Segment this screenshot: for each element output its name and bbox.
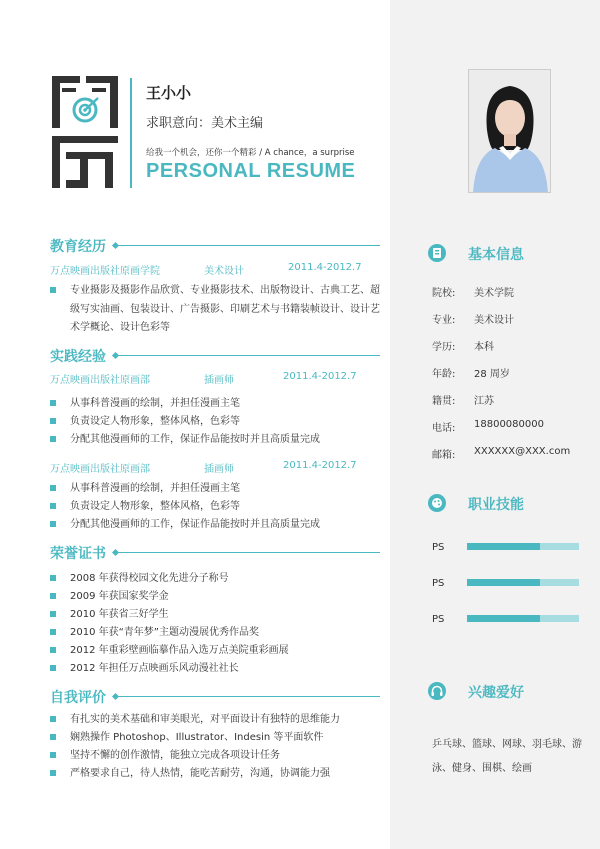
skill-fill	[467, 615, 540, 622]
hobbies-title: 兴趣爱好	[468, 685, 524, 701]
slogan: 给我一个机会，还你一个精彩 / A chance，a surprise	[146, 148, 355, 158]
practice-title: 实践经验	[50, 349, 106, 365]
practice-divider	[118, 355, 380, 356]
education-courses: 专业摄影及摄影作品欣赏、专业摄影技术、出版物设计、古典工艺、超级写实油画、包装设计、广告摄影、印刷艺术与书籍装帧设计、设计艺术学概论、设计色彩等	[70, 285, 380, 333]
palette-icon	[428, 494, 446, 512]
id-card-icon	[428, 244, 446, 262]
job-company: 万点映画出版社原画部	[50, 464, 150, 475]
education-divider	[118, 245, 380, 246]
skill-bar	[467, 615, 579, 622]
resume-logo	[52, 76, 118, 188]
skills-title: 职业技能	[468, 497, 524, 513]
skill-label: PS	[432, 542, 445, 553]
job-role: 插画师	[204, 375, 234, 386]
job-role: 插画师	[204, 464, 234, 475]
skill-fill	[467, 579, 540, 586]
job-intent: 求职意向：美术主编	[146, 116, 264, 131]
skill-bar	[467, 543, 579, 550]
skill-label: PS	[432, 614, 445, 625]
job-period: 2011.4-2012.7	[283, 460, 357, 471]
school-name: 万点映画出版社原画学院	[50, 266, 160, 277]
skill-bar	[467, 579, 579, 586]
skill-fill	[467, 543, 540, 550]
honors-divider-dot	[112, 549, 119, 556]
education-major: 美术设计	[204, 266, 244, 277]
hobbies-text: 乒乓球、篮球、网球、羽毛球、游泳、健身、围棋、绘画	[432, 739, 582, 774]
self-eval-divider-dot	[112, 693, 119, 700]
headphones-icon	[428, 682, 446, 700]
header-divider	[130, 78, 132, 188]
job-period: 2011.4-2012.7	[283, 371, 357, 382]
self-eval-title: 自我评价	[50, 690, 106, 706]
honors-divider	[118, 552, 380, 553]
resume-title: PERSONAL RESUME	[146, 160, 356, 182]
profile-photo	[468, 69, 551, 193]
bullet-square	[50, 287, 56, 293]
candidate-name: 王小小	[146, 84, 192, 102]
job-company: 万点映画出版社原画部	[50, 375, 150, 386]
self-eval-divider	[118, 696, 380, 697]
education-divider-dot	[112, 242, 119, 249]
skill-label: PS	[432, 578, 445, 589]
education-period: 2011.4-2012.7	[288, 262, 362, 273]
honors-title: 荣誉证书	[50, 546, 106, 562]
basic-info-title: 基本信息	[468, 247, 524, 263]
education-title: 教育经历	[50, 239, 106, 255]
practice-divider-dot	[112, 352, 119, 359]
